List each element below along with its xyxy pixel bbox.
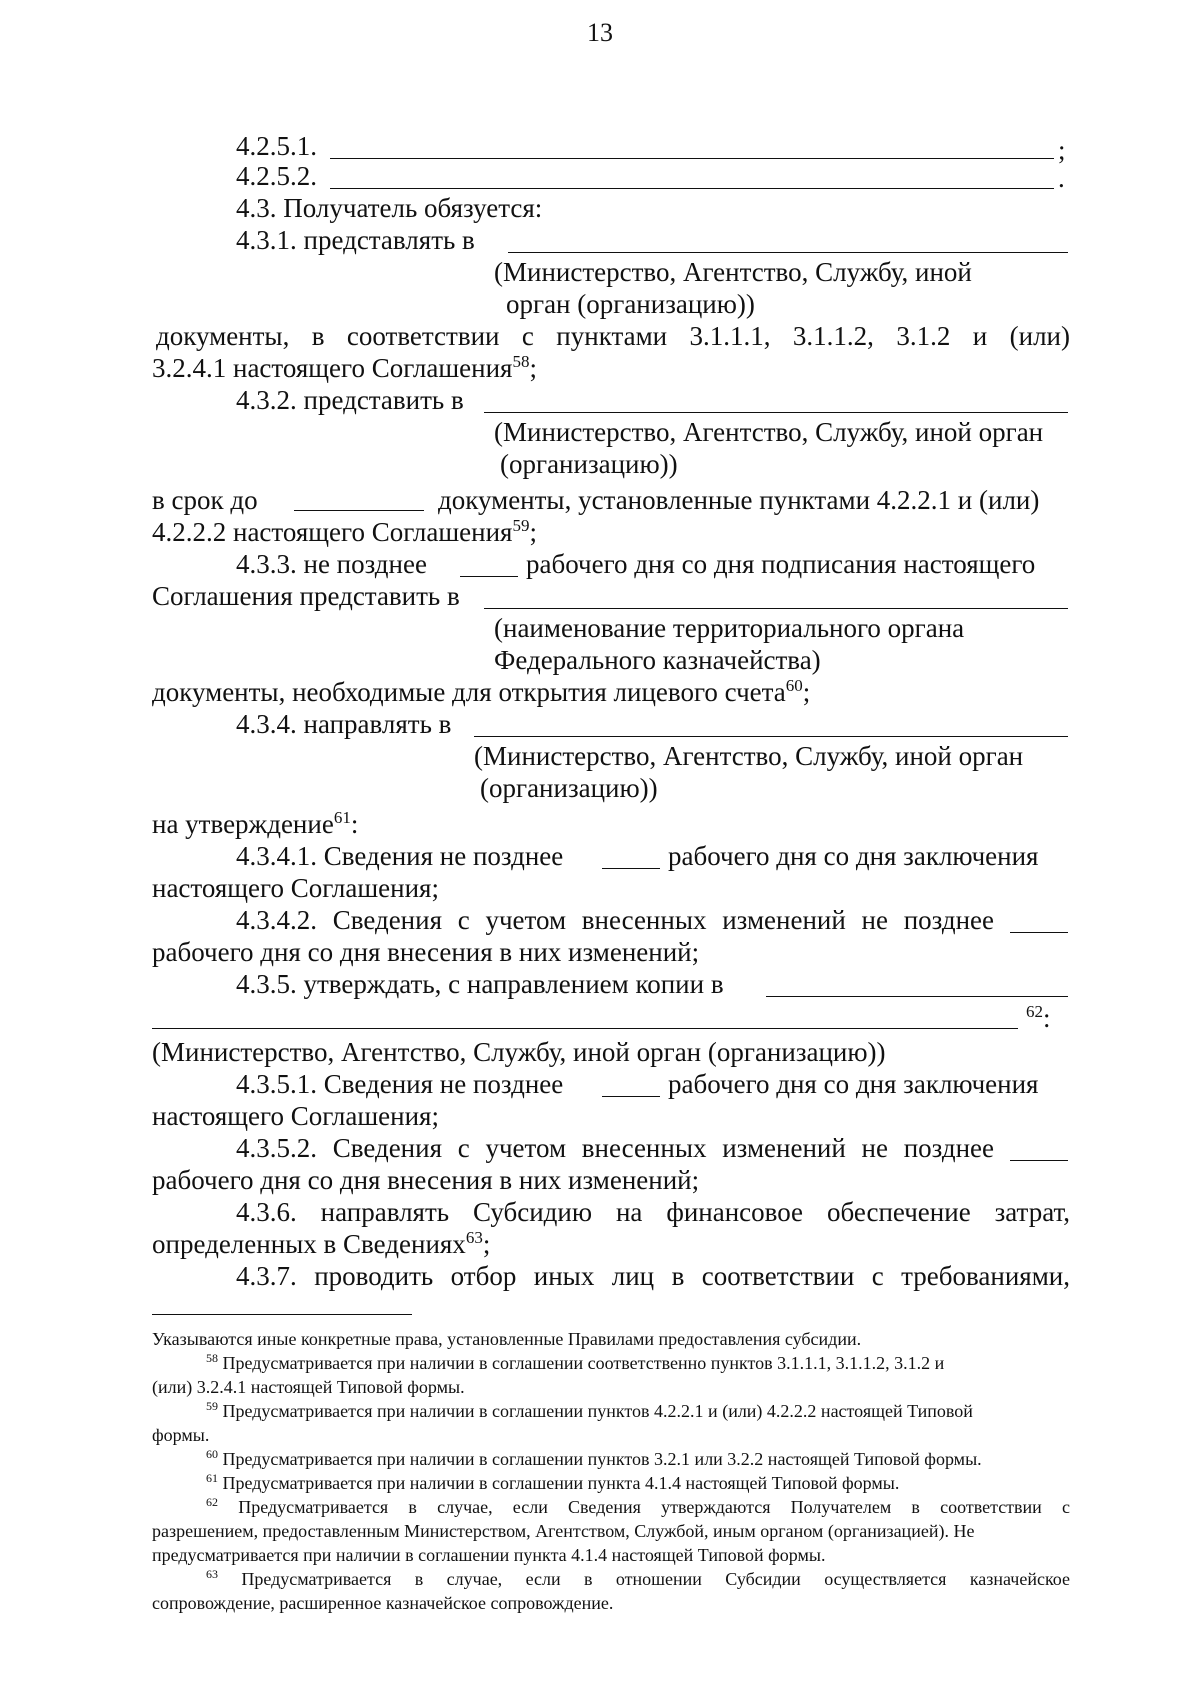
footnote-63-cont: сопровождение, расширенное казначейское сопровождение. bbox=[152, 1593, 614, 1613]
paragraph-line: определенных в Сведениях$^{63}$; bbox=[152, 1228, 491, 1259]
item-4-3-4-1: 4.3.4.1. Сведения не позднее bbox=[236, 841, 564, 871]
item-4-3-7: 4.3.7. проводить отбор иных лиц в соответствии с требованиями, bbox=[236, 1261, 1070, 1291]
paragraph-line: $^{62}$: bbox=[1026, 1002, 1051, 1033]
field-caption: (наименование территориального органа bbox=[494, 613, 965, 643]
item-4-3-2: 4.3.2. представить в bbox=[236, 385, 464, 415]
footnote-58: $^{58}$ Предусматривается при наличии в соглашении соответственно пунктов 3.1.1.1, 3.1.1.2, 3.1.2 и bbox=[206, 1351, 945, 1373]
footnote-continuation: Указываются иные конкретные права, установленные Правилами предоставления субсидии. bbox=[152, 1329, 862, 1349]
blank-line bbox=[484, 608, 1068, 609]
blank-line bbox=[1010, 1160, 1068, 1161]
blank-line bbox=[602, 1096, 660, 1097]
paragraph-line: рабочего дня со дня внесения в них изменений; bbox=[152, 937, 700, 967]
footnote-ref: 59 bbox=[512, 516, 530, 535]
field-caption: Федерального казначейства) bbox=[494, 645, 821, 675]
footnote-ref: 62 bbox=[1026, 1002, 1043, 1021]
paragraph-line: документы, установленные пунктами 4.2.2.1 и (или) bbox=[438, 485, 1040, 515]
paragraph-line: рабочего дня со дня подписания настоящего bbox=[526, 549, 1036, 579]
field-caption: (Министерство, Агентство, Службу, иной орган bbox=[474, 741, 1024, 771]
blank-line bbox=[330, 188, 1054, 189]
paragraph-line: в срок до bbox=[152, 485, 258, 515]
footnote-ref: 58 bbox=[512, 352, 530, 371]
footnote-ref: 60 bbox=[785, 676, 803, 695]
footnote-61: $^{61}$ Предусматривается при наличии в соглашении пункта 4.1.4 настоящей Типовой формы. bbox=[206, 1471, 900, 1493]
item-4-2-5-2: 4.2.5.2. bbox=[236, 161, 317, 191]
item-4-3-4-2: 4.3.4.2. Сведения с учетом внесенных изменений не позднее bbox=[236, 905, 994, 935]
blank-line bbox=[766, 996, 1068, 997]
paragraph-line: настоящего Соглашения; bbox=[152, 1101, 439, 1131]
footnote-60: $^{60}$ Предусматривается при наличии в соглашении пунктов 3.2.1 или 3.2.2 настоящей Типовой формы. bbox=[206, 1447, 982, 1469]
field-caption: орган (организацию)) bbox=[506, 289, 755, 319]
blank-line bbox=[602, 868, 660, 869]
footnote-62-cont: разрешением, предоставленным Министерством, Агентством, Службой, иным органом (организацией). Не bbox=[152, 1521, 975, 1541]
punctuation: ; bbox=[1058, 135, 1066, 165]
item-4-3: 4.3. Получатель обязуется: bbox=[236, 193, 543, 223]
blank-line bbox=[330, 158, 1054, 159]
paragraph-line: рабочего дня со дня заключения bbox=[668, 1069, 1039, 1099]
footnote-62-cont: предусматривается при наличии в соглашении пункта 4.1.4 настоящей Типовой формы. bbox=[152, 1545, 826, 1565]
footnote-62: $^{62}$ Предусматривается в случае, если Сведения утверждаются Получателем в соответствии с bbox=[206, 1495, 1070, 1517]
blank-line bbox=[1010, 932, 1068, 933]
paragraph-line: Соглашения представить в bbox=[152, 581, 460, 611]
item-4-3-3: 4.3.3. не позднее bbox=[236, 549, 427, 579]
field-caption: (организацию)) bbox=[500, 449, 678, 479]
item-4-3-5: 4.3.5. утверждать, с направлением копии в bbox=[236, 969, 724, 999]
blank-line bbox=[294, 510, 424, 511]
blank-line bbox=[460, 576, 518, 577]
blank-line bbox=[474, 736, 1068, 737]
footnote-ref: 61 bbox=[333, 808, 351, 827]
paragraph-line: рабочего дня со дня заключения bbox=[668, 841, 1039, 871]
field-caption: (Министерство, Агентство, Службу, иной bbox=[494, 257, 972, 287]
paragraph-line: 3.2.4.1 настоящего Соглашения$^{58}$; bbox=[152, 352, 537, 383]
blank-line bbox=[152, 1028, 1018, 1029]
paragraph-line: на утверждение$^{61}$: bbox=[152, 808, 359, 839]
blank-line bbox=[508, 252, 1068, 253]
footnote-ref: 63 bbox=[465, 1228, 483, 1247]
footnote-58-cont: (или) 3.2.4.1 настоящей Типовой формы. bbox=[152, 1377, 465, 1397]
footnote-59: $^{59}$ Предусматривается при наличии в соглашении пунктов 4.2.2.1 и (или) 4.2.2.2 настоящей Типовой bbox=[206, 1399, 973, 1421]
page-number: 13 bbox=[587, 18, 613, 47]
footnote-63: $^{63}$ Предусматривается в случае, если в отношении Субсидии осуществляется казначейское bbox=[206, 1567, 1070, 1589]
item-4-3-5-2: 4.3.5.2. Сведения с учетом внесенных изменений не позднее bbox=[236, 1133, 994, 1163]
item-4-3-1: 4.3.1. представлять в bbox=[236, 225, 475, 255]
item-4-2-5-1: 4.2.5.1. bbox=[236, 131, 317, 161]
item-4-3-5-1: 4.3.5.1. Сведения не позднее bbox=[236, 1069, 564, 1099]
punctuation: . bbox=[1058, 163, 1065, 193]
paragraph-line: документы, необходимые для открытия лицевого счета$^{60}$; bbox=[152, 676, 811, 707]
paragraph-line: рабочего дня со дня внесения в них изменений; bbox=[152, 1165, 700, 1195]
paragraph-line: настоящего Соглашения; bbox=[152, 873, 439, 903]
footnote-separator bbox=[152, 1314, 412, 1315]
field-caption: (организацию)) bbox=[480, 773, 658, 803]
field-caption: (Министерство, Агентство, Службу, иной орган bbox=[494, 417, 1044, 447]
paragraph-line: 4.2.2.2 настоящего Соглашения$^{59}$; bbox=[152, 516, 537, 547]
item-4-3-4: 4.3.4. направлять в bbox=[236, 709, 452, 739]
blank-line bbox=[484, 412, 1068, 413]
paragraph-line: документы, в соответствии с пунктами 3.1.1.1, 3.1.1.2, 3.1.2 и (или) bbox=[156, 321, 1070, 351]
field-caption: (Министерство, Агентство, Службу, иной орган (организацию)) bbox=[152, 1037, 886, 1067]
footnote-59-cont: формы. bbox=[152, 1425, 210, 1445]
item-4-3-6: 4.3.6. направлять Субсидию на финансовое обеспечение затрат, bbox=[236, 1197, 1070, 1227]
